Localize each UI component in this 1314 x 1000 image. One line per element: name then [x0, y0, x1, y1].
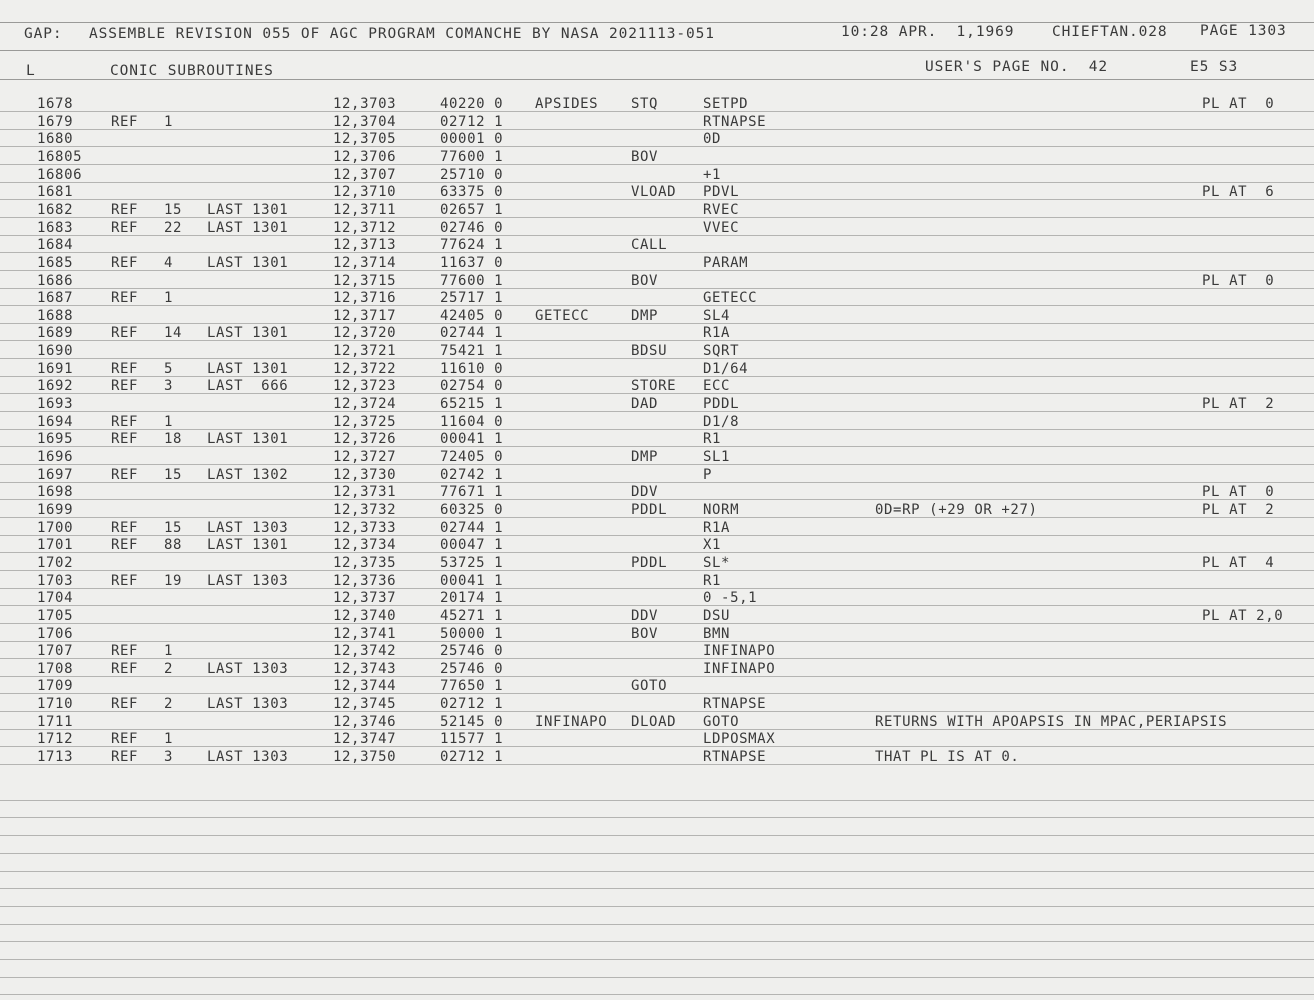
operand: SL* — [703, 554, 731, 571]
opcode: DMP — [631, 449, 659, 465]
listing-row — [0, 713, 1314, 731]
opcode: GOTO — [631, 678, 668, 695]
pl-marker: PL AT 0 — [1202, 272, 1275, 289]
octal-code: 02754 0 — [440, 378, 504, 395]
listing-row — [0, 413, 1314, 431]
last-page: LAST 1301 — [207, 360, 289, 377]
operand: RTNAPSE — [703, 749, 767, 766]
line-number: 1690 — [37, 343, 74, 360]
line-number: 16805 — [37, 148, 83, 165]
listing-row — [0, 625, 1314, 643]
operand: 0D — [703, 131, 722, 148]
chieftan-id: CHIEFTAN.028 — [1052, 24, 1168, 40]
ref-label: REF — [111, 660, 139, 677]
listing-row — [0, 554, 1314, 572]
opcode: STORE — [631, 378, 677, 395]
operand: D1/8 — [703, 413, 740, 430]
octal-code: 02712 1 — [440, 749, 504, 766]
address: 12,3745 — [333, 696, 397, 713]
octal-code: 00001 0 — [440, 131, 504, 148]
listing-flag: L — [26, 63, 36, 79]
line-number: 1685 — [37, 254, 74, 271]
symbol-label: APSIDES — [535, 96, 599, 112]
listing-row — [0, 695, 1314, 713]
address: 12,3714 — [333, 254, 397, 271]
octal-code: 00041 1 — [440, 431, 504, 448]
pl-marker: PL AT 6 — [1202, 184, 1275, 201]
line-number: 1705 — [37, 607, 74, 624]
operand: RTNAPSE — [703, 696, 767, 713]
blank-rule — [0, 817, 1314, 818]
listing-row — [0, 395, 1314, 413]
line-number: 1680 — [37, 131, 74, 148]
listing-row — [0, 148, 1314, 166]
address: 12,3743 — [333, 660, 397, 677]
address: 12,3706 — [333, 148, 397, 165]
octal-code: 02657 1 — [440, 201, 504, 218]
ref-count: 1 — [164, 413, 174, 430]
line-number: 1699 — [37, 501, 74, 518]
octal-code: 77650 1 — [440, 678, 504, 695]
listing-row — [0, 219, 1314, 237]
line-number: 1679 — [37, 113, 74, 130]
ref-count: 14 — [164, 325, 183, 342]
address: 12,3730 — [333, 466, 397, 483]
octal-code: 77671 1 — [440, 484, 504, 501]
line-number: 1712 — [37, 731, 74, 748]
operand: X1 — [703, 537, 722, 554]
last-page: LAST 1301 — [207, 219, 289, 236]
line-number: 1678 — [37, 96, 74, 112]
octal-code: 25746 0 — [440, 660, 504, 677]
operand: DSU — [703, 607, 731, 624]
last-page: LAST 1301 — [207, 201, 289, 218]
octal-code: 77600 1 — [440, 272, 504, 289]
ref-count: 1 — [164, 643, 174, 660]
line-number: 1702 — [37, 554, 74, 571]
line-number: 1710 — [37, 696, 74, 713]
listing-row — [0, 183, 1314, 201]
blank-rule — [0, 888, 1314, 889]
last-page: LAST 1303 — [207, 696, 289, 713]
octal-code: 02744 1 — [440, 519, 504, 536]
line-number: 1688 — [37, 307, 74, 324]
sheet-code: E5 S3 — [1190, 59, 1239, 75]
line-number: 1683 — [37, 219, 74, 236]
ref-count: 15 — [164, 201, 183, 218]
listing-row — [0, 677, 1314, 695]
octal-code: 77600 1 — [440, 148, 504, 165]
listing-row — [0, 430, 1314, 448]
last-page: LAST 1302 — [207, 466, 289, 483]
ref-label: REF — [111, 113, 139, 130]
users-page-number: USER'S PAGE NO. 42 — [925, 59, 1108, 75]
listing-row — [0, 254, 1314, 272]
listing-row — [0, 536, 1314, 554]
listing-row — [0, 360, 1314, 378]
address: 12,3724 — [333, 396, 397, 413]
operand: RTNAPSE — [703, 113, 767, 130]
listing-row — [0, 377, 1314, 395]
gap-label: GAP: — [24, 26, 63, 42]
line-number: 1687 — [37, 290, 74, 307]
comment: 0D=RP (+29 OR +27) — [875, 501, 1038, 518]
operand: R1A — [703, 519, 731, 536]
listing-row — [0, 501, 1314, 519]
address: 12,3747 — [333, 731, 397, 748]
line-number: 1707 — [37, 643, 74, 660]
blank-rule — [0, 800, 1314, 801]
ref-label: REF — [111, 254, 139, 271]
ref-label: REF — [111, 201, 139, 218]
line-number: 1686 — [37, 272, 74, 289]
operand: PARAM — [703, 254, 749, 271]
operand: +1 — [703, 166, 722, 183]
opcode: VLOAD — [631, 184, 677, 201]
opcode: DMP — [631, 307, 659, 324]
opcode: PDDL — [631, 501, 668, 518]
ref-label: REF — [111, 749, 139, 766]
listing-row — [0, 95, 1314, 113]
ref-count: 1 — [164, 113, 174, 130]
octal-code: 02744 1 — [440, 325, 504, 342]
operand: INFINAPO — [703, 643, 776, 660]
page-number: PAGE 1303 — [1200, 23, 1287, 39]
assembly-title: ASSEMBLE REVISION 055 OF AGC PROGRAM COMANCHE BY NASA 2021113-051 — [89, 26, 715, 42]
ref-count: 22 — [164, 219, 183, 236]
operand: ECC — [703, 378, 731, 395]
last-page: LAST 666 — [207, 378, 289, 395]
octal-code: 72405 0 — [440, 449, 504, 465]
ref-count: 88 — [164, 537, 183, 554]
line-number: 1700 — [37, 519, 74, 536]
address: 12,3726 — [333, 431, 397, 448]
octal-code: 53725 1 — [440, 554, 504, 571]
ref-count: 19 — [164, 572, 183, 589]
line-number: 1709 — [37, 678, 74, 695]
ref-label: REF — [111, 731, 139, 748]
octal-code: 75421 1 — [440, 343, 504, 360]
ref-label: REF — [111, 378, 139, 395]
listing-row — [0, 166, 1314, 184]
listing-row — [0, 448, 1314, 466]
blank-rule — [0, 906, 1314, 907]
octal-code: 00047 1 — [440, 537, 504, 554]
listing-row — [0, 660, 1314, 678]
octal-code: 02742 1 — [440, 466, 504, 483]
listing-row — [0, 730, 1314, 748]
octal-code: 20174 1 — [440, 590, 504, 607]
octal-code: 02712 1 — [440, 696, 504, 713]
operand: LDPOSMAX — [703, 731, 776, 748]
listing-row — [0, 130, 1314, 148]
last-page: LAST 1303 — [207, 660, 289, 677]
operand: R1 — [703, 431, 722, 448]
octal-code: 11637 0 — [440, 254, 504, 271]
line-number: 1693 — [37, 396, 74, 413]
operand: 0 -5,1 — [703, 590, 758, 607]
pl-marker: PL AT 4 — [1202, 554, 1275, 571]
octal-code: 25710 0 — [440, 166, 504, 183]
operand: VVEC — [703, 219, 740, 236]
octal-code: 42405 0 — [440, 307, 504, 324]
address: 12,3703 — [333, 96, 397, 112]
ref-label: REF — [111, 325, 139, 342]
listing-row — [0, 519, 1314, 537]
top-rule — [0, 22, 1314, 23]
subheader-rule — [0, 79, 1314, 80]
ref-label: REF — [111, 290, 139, 307]
octal-code: 25717 1 — [440, 290, 504, 307]
operand: RVEC — [703, 201, 740, 218]
listing-row — [0, 272, 1314, 290]
comment: RETURNS WITH APOAPSIS IN MPAC,PERIAPSIS — [875, 713, 1228, 730]
address: 12,3720 — [333, 325, 397, 342]
address: 12,3723 — [333, 378, 397, 395]
row-rule — [0, 764, 1314, 765]
line-number: 1703 — [37, 572, 74, 589]
last-page: LAST 1301 — [207, 537, 289, 554]
symbol-label: INFINAPO — [535, 713, 608, 730]
address: 12,3711 — [333, 201, 397, 218]
octal-code: 63375 0 — [440, 184, 504, 201]
ref-label: REF — [111, 219, 139, 236]
last-page: LAST 1303 — [207, 572, 289, 589]
line-number: 1713 — [37, 749, 74, 766]
ref-count: 2 — [164, 696, 174, 713]
last-page: LAST 1301 — [207, 254, 289, 271]
address: 12,3727 — [333, 449, 397, 465]
opcode: BOV — [631, 148, 659, 165]
address: 12,3713 — [333, 237, 397, 254]
line-number: 16806 — [37, 166, 83, 183]
address: 12,3707 — [333, 166, 397, 183]
octal-code: 40220 0 — [440, 96, 504, 112]
pl-marker: PL AT 2 — [1202, 396, 1275, 413]
listing-row — [0, 236, 1314, 254]
operand: PDVL — [703, 184, 740, 201]
octal-code: 11577 1 — [440, 731, 504, 748]
line-number: 1711 — [37, 713, 74, 730]
address: 12,3712 — [333, 219, 397, 236]
listing-row — [0, 307, 1314, 325]
ref-label: REF — [111, 413, 139, 430]
address: 12,3741 — [333, 625, 397, 642]
ref-label: REF — [111, 643, 139, 660]
operand: GETECC — [703, 290, 758, 307]
ref-count: 15 — [164, 519, 183, 536]
listing-row — [0, 642, 1314, 660]
ref-count: 15 — [164, 466, 183, 483]
octal-code: 45271 1 — [440, 607, 504, 624]
last-page: LAST 1301 — [207, 431, 289, 448]
blank-rule — [0, 853, 1314, 854]
octal-code: 60325 0 — [440, 501, 504, 518]
octal-code: 11604 0 — [440, 413, 504, 430]
address: 12,3735 — [333, 554, 397, 571]
ref-count: 18 — [164, 431, 183, 448]
line-number: 1695 — [37, 431, 74, 448]
symbol-label: GETECC — [535, 307, 590, 324]
opcode: DAD — [631, 396, 659, 413]
blank-rule — [0, 941, 1314, 942]
blank-rule — [0, 871, 1314, 872]
blank-rule — [0, 835, 1314, 836]
operand: D1/64 — [703, 360, 749, 377]
pl-marker: PL AT 2,0 — [1202, 607, 1284, 624]
line-number: 1698 — [37, 484, 74, 501]
header-rule — [0, 50, 1314, 51]
address: 12,3736 — [333, 572, 397, 589]
octal-code: 77624 1 — [440, 237, 504, 254]
address: 12,3725 — [333, 413, 397, 430]
listing-row — [0, 483, 1314, 501]
listing-row — [0, 589, 1314, 607]
ref-count: 4 — [164, 254, 174, 271]
ref-label: REF — [111, 360, 139, 377]
address: 12,3705 — [333, 131, 397, 148]
last-page: LAST 1301 — [207, 325, 289, 342]
line-number: 1682 — [37, 201, 74, 218]
operand: SETPD — [703, 96, 749, 112]
address: 12,3716 — [333, 290, 397, 307]
listing-row — [0, 607, 1314, 625]
listing-row — [0, 748, 1314, 766]
operand: INFINAPO — [703, 660, 776, 677]
section-title: CONIC SUBROUTINES — [110, 63, 274, 79]
listing-row — [0, 572, 1314, 590]
address: 12,3733 — [333, 519, 397, 536]
line-number: 1692 — [37, 378, 74, 395]
opcode: PDDL — [631, 554, 668, 571]
line-number: 1697 — [37, 466, 74, 483]
blank-rule — [0, 924, 1314, 925]
address: 12,3750 — [333, 749, 397, 766]
ref-label: REF — [111, 466, 139, 483]
ref-count: 2 — [164, 660, 174, 677]
operand: R1 — [703, 572, 722, 589]
ref-label: REF — [111, 696, 139, 713]
listing-row — [0, 113, 1314, 131]
listing-row — [0, 466, 1314, 484]
operand: P — [703, 466, 713, 483]
octal-code: 52145 0 — [440, 713, 504, 730]
opcode: CALL — [631, 237, 668, 254]
address: 12,3737 — [333, 590, 397, 607]
octal-code: 11610 0 — [440, 360, 504, 377]
pl-marker: PL AT 0 — [1202, 484, 1275, 501]
opcode: BOV — [631, 272, 659, 289]
last-page: LAST 1303 — [207, 749, 289, 766]
ref-count: 1 — [164, 731, 174, 748]
opcode: DDV — [631, 484, 659, 501]
octal-code: 02746 0 — [440, 219, 504, 236]
ref-label: REF — [111, 537, 139, 554]
line-number: 1708 — [37, 660, 74, 677]
operand: SQRT — [703, 343, 740, 360]
listing-row — [0, 324, 1314, 342]
timestamp: 10:28 APR. 1,1969 — [841, 24, 1015, 40]
address: 12,3746 — [333, 713, 397, 730]
line-number: 1681 — [37, 184, 74, 201]
blank-rule — [0, 994, 1314, 995]
address: 12,3742 — [333, 643, 397, 660]
line-number: 1706 — [37, 625, 74, 642]
octal-code: 50000 1 — [440, 625, 504, 642]
pl-marker: PL AT 2 — [1202, 501, 1275, 518]
address: 12,3710 — [333, 184, 397, 201]
octal-code: 65215 1 — [440, 396, 504, 413]
opcode: BOV — [631, 625, 659, 642]
opcode: STQ — [631, 96, 659, 112]
operand: PDDL — [703, 396, 740, 413]
address: 12,3704 — [333, 113, 397, 130]
operand: SL4 — [703, 307, 731, 324]
line-number: 1684 — [37, 237, 74, 254]
line-number: 1694 — [37, 413, 74, 430]
ref-label: REF — [111, 572, 139, 589]
line-number: 1691 — [37, 360, 74, 377]
address: 12,3721 — [333, 343, 397, 360]
octal-code: 00041 1 — [440, 572, 504, 589]
address: 12,3731 — [333, 484, 397, 501]
address: 12,3734 — [333, 537, 397, 554]
line-number: 1701 — [37, 537, 74, 554]
opcode: BDSU — [631, 343, 668, 360]
listing-row — [0, 342, 1314, 360]
line-number: 1704 — [37, 590, 74, 607]
address: 12,3715 — [333, 272, 397, 289]
address: 12,3732 — [333, 501, 397, 518]
opcode: DLOAD — [631, 713, 677, 730]
address: 12,3744 — [333, 678, 397, 695]
blank-rule — [0, 977, 1314, 978]
ref-label: REF — [111, 431, 139, 448]
blank-rule — [0, 959, 1314, 960]
ref-count: 1 — [164, 290, 174, 307]
pl-marker: PL AT 0 — [1202, 96, 1275, 112]
ref-label: REF — [111, 519, 139, 536]
operand: SL1 — [703, 449, 731, 465]
operand: GOTO — [703, 713, 740, 730]
operand: BMN — [703, 625, 731, 642]
address: 12,3740 — [333, 607, 397, 624]
comment: THAT PL IS AT 0. — [875, 749, 1020, 766]
octal-code: 02712 1 — [440, 113, 504, 130]
line-number: 1689 — [37, 325, 74, 342]
line-number: 1696 — [37, 449, 74, 465]
operand: NORM — [703, 501, 740, 518]
ref-count: 5 — [164, 360, 174, 377]
ref-count: 3 — [164, 749, 174, 766]
last-page: LAST 1303 — [207, 519, 289, 536]
opcode: DDV — [631, 607, 659, 624]
address: 12,3722 — [333, 360, 397, 377]
ref-count: 3 — [164, 378, 174, 395]
listing-row — [0, 289, 1314, 307]
address: 12,3717 — [333, 307, 397, 324]
listing-row — [0, 201, 1314, 219]
operand: R1A — [703, 325, 731, 342]
octal-code: 25746 0 — [440, 643, 504, 660]
